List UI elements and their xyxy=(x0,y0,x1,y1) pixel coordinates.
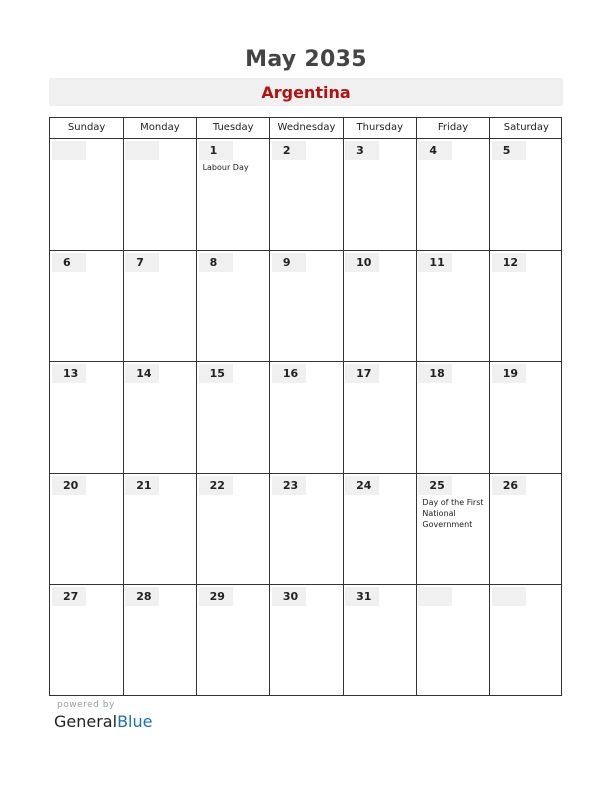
page-title: May 2035 xyxy=(245,47,367,72)
day-cell[interactable] xyxy=(123,474,196,586)
day-number: 19 xyxy=(492,364,526,383)
day-cell[interactable] xyxy=(270,251,343,363)
day-number: 21 xyxy=(125,476,159,495)
day-number: 22 xyxy=(199,476,233,495)
day-cell[interactable] xyxy=(270,585,343,697)
day-cell[interactable] xyxy=(270,474,343,586)
day-cell[interactable] xyxy=(270,362,343,474)
day-number: 18 xyxy=(418,364,452,383)
day-cell[interactable] xyxy=(343,585,416,697)
weekday-header: Monday xyxy=(140,122,180,133)
day-number: 28 xyxy=(125,587,159,606)
day-number: 10 xyxy=(345,253,379,272)
day-number: 30 xyxy=(272,587,306,606)
weekday-header-row xyxy=(50,118,561,139)
day-number: 9 xyxy=(272,253,306,272)
day-cell[interactable] xyxy=(490,251,563,363)
weekday-header: Friday xyxy=(437,122,469,133)
day-cell[interactable] xyxy=(490,362,563,474)
day-cell[interactable] xyxy=(416,585,489,697)
calendar-grid xyxy=(49,117,562,696)
day-number: 13 xyxy=(52,364,86,383)
day-cell[interactable] xyxy=(197,474,270,586)
day-cell[interactable] xyxy=(416,474,489,586)
day-number: 31 xyxy=(345,587,379,606)
weekday-header: Wednesday xyxy=(277,122,336,133)
day-number xyxy=(418,587,452,606)
day-number: 24 xyxy=(345,476,379,495)
day-number: 11 xyxy=(418,253,452,272)
brand-logo[interactable] xyxy=(54,712,152,731)
day-number: 5 xyxy=(492,141,526,160)
day-number: 3 xyxy=(345,141,379,160)
day-cell[interactable] xyxy=(416,251,489,363)
day-number xyxy=(52,141,86,160)
brand-general: General xyxy=(54,712,118,731)
day-cell[interactable] xyxy=(270,139,343,251)
day-cell[interactable] xyxy=(416,139,489,251)
brand-blue: Blue xyxy=(117,712,153,731)
day-number: 2 xyxy=(272,141,306,160)
day-cell[interactable] xyxy=(343,362,416,474)
day-cell[interactable] xyxy=(123,251,196,363)
day-cell[interactable] xyxy=(343,251,416,363)
weekday-header: Saturday xyxy=(503,122,549,133)
weekday-header: Sunday xyxy=(67,122,106,133)
day-number: 8 xyxy=(199,253,233,272)
day-number: 23 xyxy=(272,476,306,495)
day-number: 15 xyxy=(199,364,233,383)
day-number: 17 xyxy=(345,364,379,383)
country-banner xyxy=(49,78,563,106)
day-cell[interactable] xyxy=(197,362,270,474)
day-number: 29 xyxy=(199,587,233,606)
day-cell[interactable] xyxy=(123,585,196,697)
day-cell[interactable] xyxy=(197,251,270,363)
day-number: 7 xyxy=(125,253,159,272)
day-cell[interactable] xyxy=(416,362,489,474)
day-number: 12 xyxy=(492,253,526,272)
day-number: 25 xyxy=(418,476,452,495)
day-cell[interactable] xyxy=(343,139,416,251)
day-cell[interactable] xyxy=(50,474,123,586)
holiday-label: Labour Day xyxy=(202,163,249,172)
holiday-label: Day of the First National Government xyxy=(422,497,484,529)
day-cell[interactable] xyxy=(123,362,196,474)
powered-by-label: powered by xyxy=(57,700,115,710)
day-cell[interactable] xyxy=(343,474,416,586)
weekday-header: Tuesday xyxy=(212,122,254,133)
day-number: 6 xyxy=(52,253,86,272)
day-cell[interactable] xyxy=(50,585,123,697)
day-number: 27 xyxy=(52,587,86,606)
day-number: 26 xyxy=(492,476,526,495)
weekday-header: Thursday xyxy=(356,122,404,133)
day-cell[interactable] xyxy=(123,139,196,251)
day-number: 20 xyxy=(52,476,86,495)
day-cell[interactable] xyxy=(490,139,563,251)
day-cell[interactable] xyxy=(50,362,123,474)
day-cell[interactable] xyxy=(197,585,270,697)
day-number: 4 xyxy=(418,141,452,160)
day-cell[interactable] xyxy=(490,474,563,586)
country-name: Argentina xyxy=(261,83,351,102)
day-number: 16 xyxy=(272,364,306,383)
day-number: 1 xyxy=(199,141,233,160)
day-cell[interactable] xyxy=(50,139,123,251)
day-cell[interactable] xyxy=(50,251,123,363)
day-cell[interactable] xyxy=(490,585,563,697)
day-number: 14 xyxy=(125,364,159,383)
day-cell[interactable] xyxy=(197,139,270,251)
day-number xyxy=(125,141,159,160)
day-number xyxy=(492,587,526,606)
